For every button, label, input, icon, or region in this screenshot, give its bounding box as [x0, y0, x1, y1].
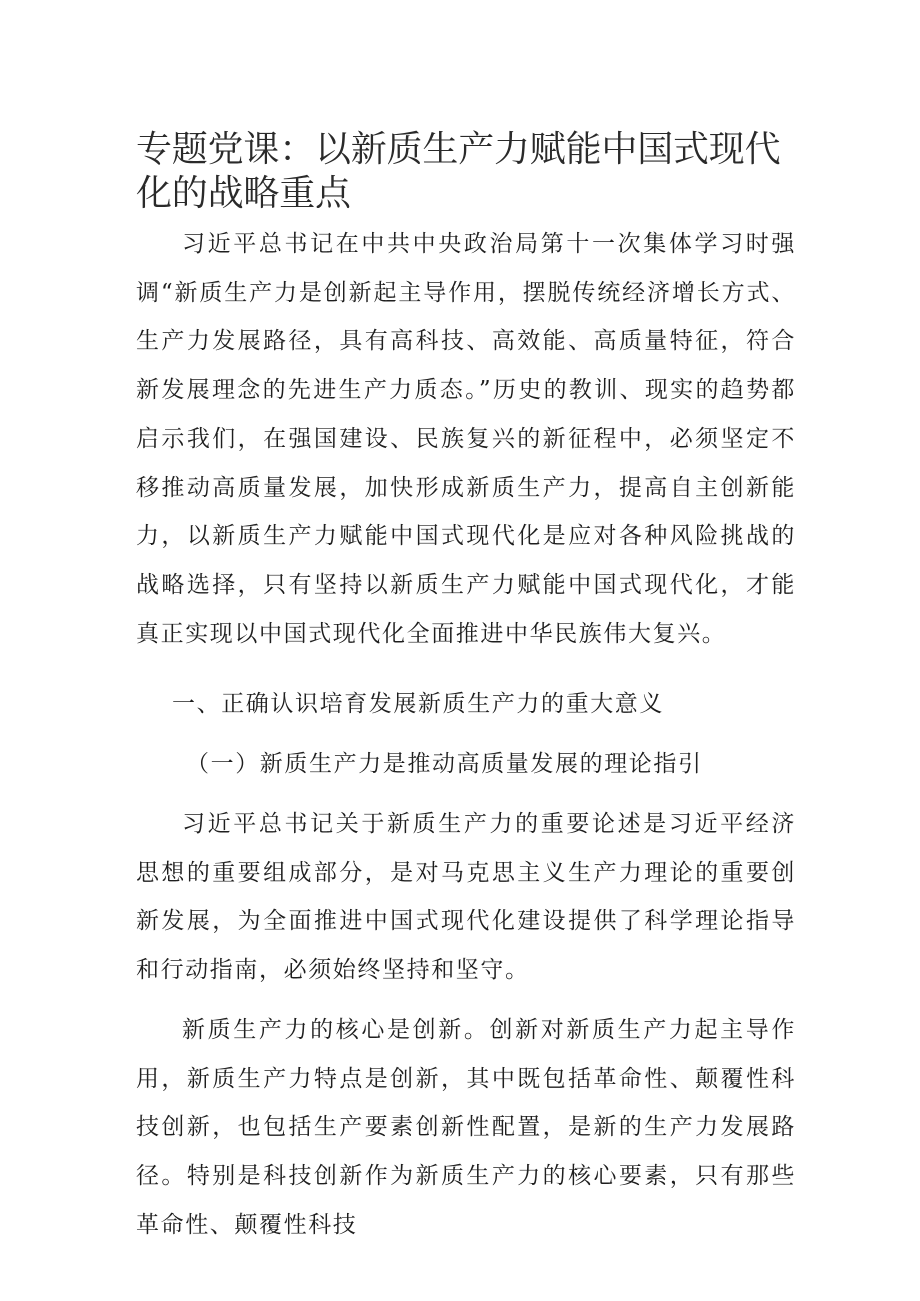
section-heading: 一、正确认识培育发展新质生产力的重大意义 [172, 691, 664, 717]
paragraph-theory: 习近平总书记关于新质生产力的重要论述是习近平经济思想的重要组成部分，是对马克思主义生产力理论的重要创新发展，为全面推进中国式现代化建设提供了科学理论指导和行动指南，必须始终坚持和坚守。 [136, 811, 796, 984]
document-title: 专题党课：以新质生产力赋能中国式现代化的战略重点 [136, 129, 781, 214]
paragraph-intro: 习近平总书记在中共中央政治局第十一次集体学习时强调“新质生产力是创新起主导作用，摆脱传统经济增长方式、生产力发展路径，具有高科技、高效能、高质量特征，符合新发展理念的先进生产力质态。”历史的教训、现实的趋势都启示我们，在强国建设、民族复兴的新征程中，必须坚定不移推动高质量发展，加快形成新质生产力，提高自主创新能力，以新质生产力赋能中国式现代化是应对各种风险挑战的战略选择，只有坚持以新质生产力赋能中国式现代化，才能真正实现以中国式现代化全面推进中华民族伟大复兴。 [136, 231, 796, 647]
subsection-heading: （一）新质生产力是推动高质量发展的理论指引 [186, 751, 703, 777]
paragraph-innovation: 新质生产力的核心是创新。创新对新质生产力起主导作用，新质生产力特点是创新，其中既包括革命性、颠覆性科技创新，也包括生产要素创新性配置，是新的生产力发展路径。特别是科技创新作为新质生产力的核心要素，只有那些革命性、颠覆性科技 [136, 1017, 796, 1238]
